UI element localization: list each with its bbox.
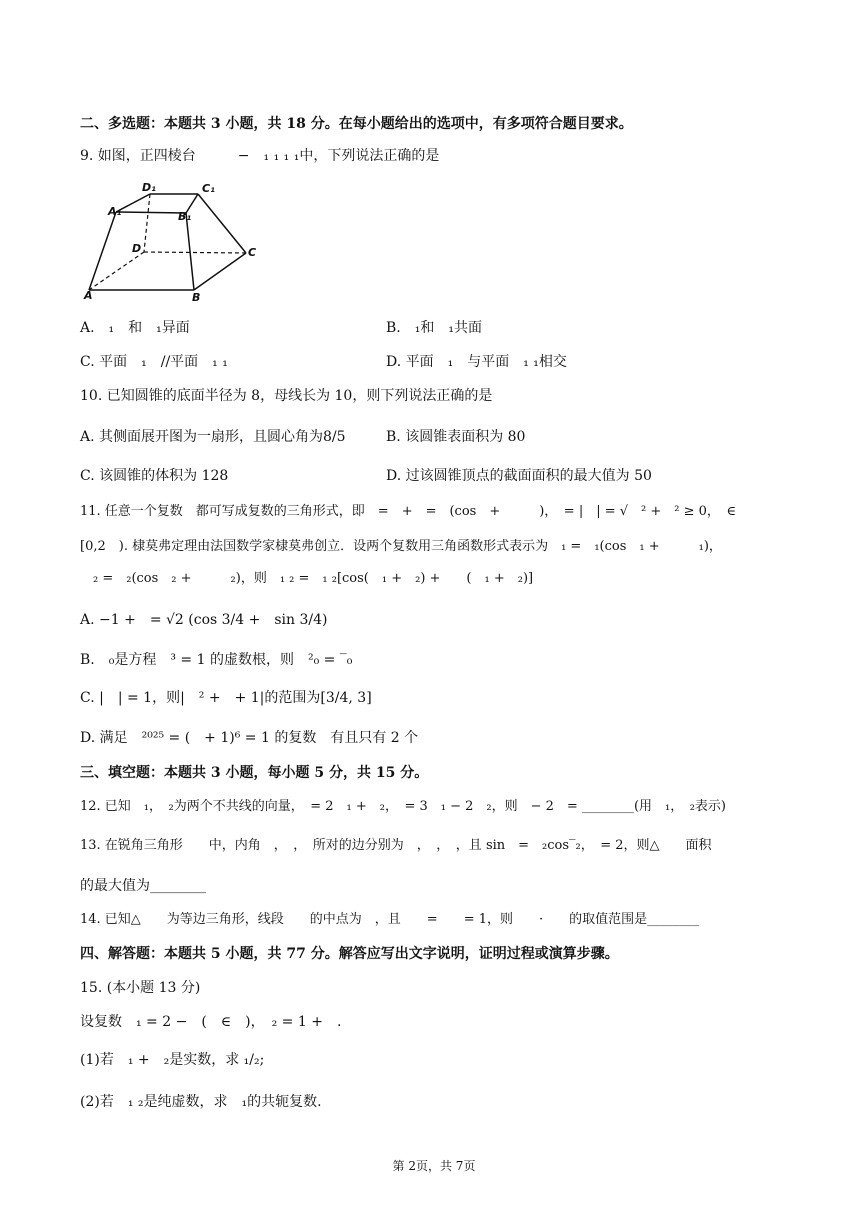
q11-option-a: A. −1 + = √2 (cos 3/4 + sin 3/4) bbox=[80, 612, 328, 628]
q10-stem: 10. 已知圆锥的底面半径为 8，母线长为 10，则下列说法正确的是 bbox=[80, 388, 493, 404]
q9-option-a: A. ₁ 和 ₁异面 bbox=[80, 320, 190, 336]
label-c: C bbox=[248, 246, 257, 259]
q9-stem: 9. 如图，正四棱台 − ₁ ₁ ₁ ₁中，下列说法正确的是 bbox=[80, 148, 440, 164]
q10-option-b: B. 该圆锥表面积为 80 bbox=[386, 429, 526, 445]
q15-stem: 设复数 ₁ = 2 − ( ∈ )， ₂ = 1 + . bbox=[80, 1014, 342, 1030]
q9-option-c: C. 平面 ₁ //平面 ₁ ₁ bbox=[80, 354, 228, 370]
frustum-figure bbox=[82, 182, 262, 304]
section2-heading: 二、多选题：本题共 3 小题，共 18 分。在每小题给出的选项中，有多项符合题目要求。 bbox=[80, 116, 633, 132]
q10-option-d: D. 过该圆锥顶点的截面面积的最大值为 50 bbox=[386, 468, 652, 484]
q11-line3: ₂ = ₂(cos ₂ + ₂)，则 ₁ ₂ = ₁ ₂[cos( ₁ + ₂) + ( ₁ + ₂)] bbox=[80, 571, 534, 586]
page-footer: 第 2页，共 7页 bbox=[392, 1159, 476, 1173]
q9-option-b: B. ₁和 ₁共面 bbox=[386, 320, 482, 336]
q12: 12. 已知 ₁， ₂为两个不共线的向量， = 2 ₁ + ₂， = 3 ₁ − 2 ₂，则 − 2 = ________(用 ₁， ₂表示) bbox=[80, 799, 727, 814]
q11-line2: [0,2 ). 棣莫弗定理由法国数学家棣莫弗创立．设两个复数用三角函数形式表示为 ₁ = ₁(cos ₁ + ₁)， bbox=[80, 539, 722, 554]
label-d1: D₁ bbox=[142, 182, 156, 194]
q11-line1: 11. 任意一个复数 都可写成复数的三角形式，即 = + = (cos + )， = | | = √ ² + ² ≥ 0， ∈ bbox=[80, 504, 737, 519]
q14: 14. 已知△ 为等边三角形，线段 的中点为 ，且 = = 1，则 · 的取值范围是________ bbox=[80, 912, 700, 927]
q10-option-c: C. 该圆锥的体积为 128 bbox=[80, 468, 229, 484]
q15-header: 15. (本小题 13 分) bbox=[80, 980, 201, 996]
q11-option-c: C. | | = 1，则| ² + + 1|的范围为[3/4, 3] bbox=[80, 690, 372, 706]
q15-part2: (2)若 ₁ ₂是纯虚数，求 ₁的共轭复数. bbox=[80, 1094, 322, 1110]
label-b1: B₁ bbox=[178, 210, 192, 223]
label-a: A bbox=[84, 289, 93, 302]
q9-option-d: D. 平面 ₁ 与平面 ₁ ₁相交 bbox=[386, 354, 567, 370]
q11-option-b: B. ₀是方程 ³ = 1 的虚数根，则 ²₀ = ‾₀ bbox=[80, 652, 353, 668]
label-b: B bbox=[192, 291, 201, 304]
label-d: D bbox=[132, 242, 142, 255]
q15-part1: (1)若 ₁ + ₂是实数，求 ₁/₂; bbox=[80, 1052, 265, 1068]
section3-heading: 三、填空题：本题共 3 小题，每小题 5 分，共 15 分。 bbox=[80, 765, 429, 781]
q11-option-d: D. 满足 ²⁰²⁵ = ( + 1)⁶ = 1 的复数 有且只有 2 个 bbox=[80, 730, 419, 746]
section4-heading: 四、解答题：本题共 5 小题，共 77 分。解答应写出文字说明，证明过程或演算步骤。 bbox=[80, 946, 619, 962]
q10-option-a: A. 其侧面展开图为一扇形，且圆心角为8/5 bbox=[80, 429, 346, 445]
label-c1: C₁ bbox=[202, 182, 215, 195]
label-a1: A₁ bbox=[108, 205, 122, 218]
q13-line2: 的最大值为________ bbox=[80, 878, 206, 894]
q13-line1: 13. 在锐角三角形 中，内角 ， ， 所对的边分别为 ， ， ，且 sin = ₂cos‾₂， = 2，则△ 面积 bbox=[80, 838, 712, 853]
